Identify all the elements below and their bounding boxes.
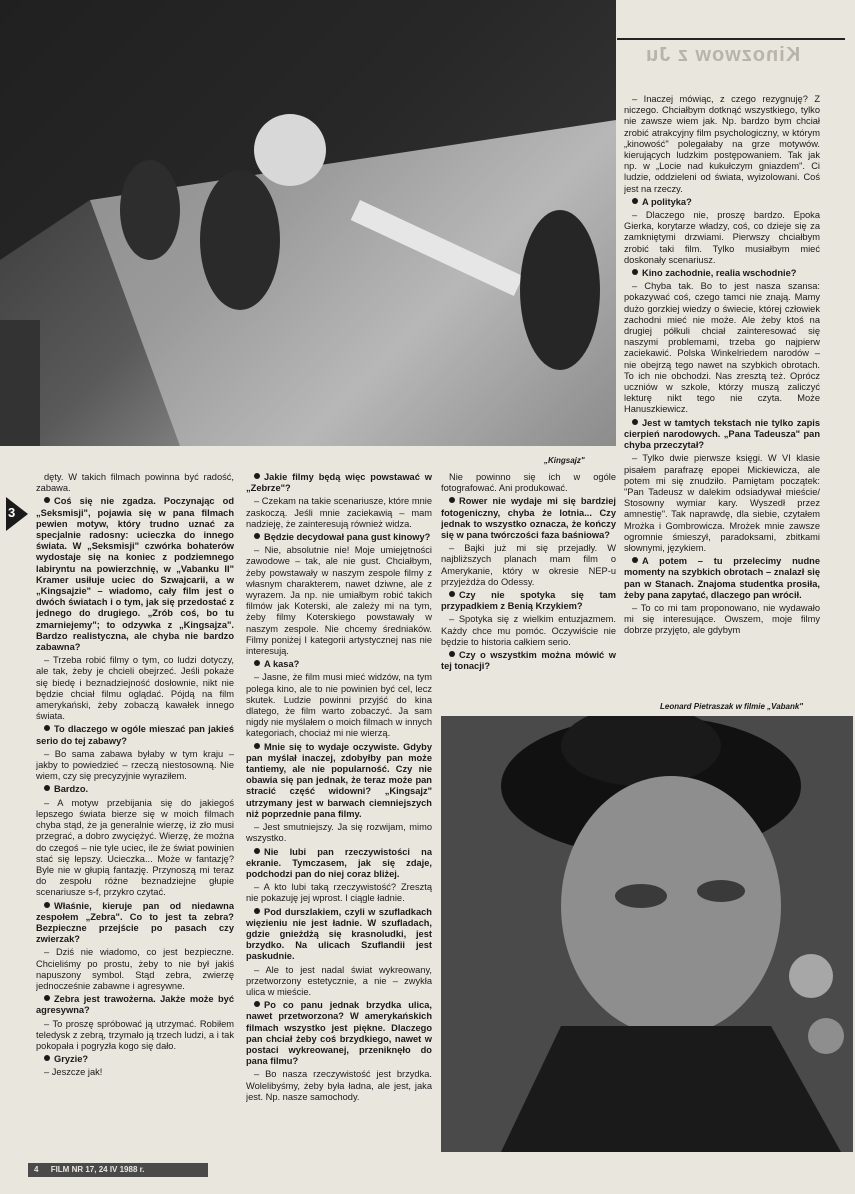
interview-question: Pod durszlakiem, czyli w szufladkach więzieniu nie jest ładnie. W szufladach, gdzie gnieżdżą się krasnoludki, jest brzydko. Na ulicach Szuflandii jest paskudnie. <box>246 906 432 962</box>
interview-answer: Nie powinno się ich w ogóle fotografować. Ani produkować. <box>441 472 616 494</box>
top-photo-caption: „Kingsajz" <box>544 456 585 465</box>
section-number: 3 <box>8 505 16 520</box>
top-photo-kingsajz <box>0 0 616 446</box>
interview-answer: – Dlaczego nie, proszę bardzo. Epoka Gierka, korytarze władzy, coś, co dzieje się za zamkniętymi drzwiami. Pierwszy chciałbym zrobić taki film. Tylko musiałbym mieć doskonały scenariusz. <box>624 210 820 265</box>
article-column-2 <box>246 472 432 1158</box>
interview-answer: – Bo sama zabawa byłaby w tym kraju – jakby to powiedzieć – rzeczą niestosowną. Nie wiem, czy się precyzyjnie wyraziłem. <box>36 748 234 782</box>
interview-question: Rower nie wydaje mi się bardziej fotogeniczny, chyba że lotnia... Czy jednak to wszystko oznacza, że kończy się w pana twórczości faza baśniowa? <box>441 496 616 541</box>
interview-answer: – To proszę spróbować ją utrzymać. Robiłem teledysk z zebrą, trzymało ją trzech ludzi, a i tak pokopała i pogryzła kogo się dało. <box>36 1018 234 1051</box>
interview-question: Nie lubi pan rzeczywistości na ekranie. Tymczasem, jak się zdaje, podchodzi pan do niej coraz bliżej. <box>246 846 432 879</box>
interview-question: Jakie filmy będą więc powstawać w „Zebrze"? <box>246 472 432 494</box>
footer-issue: FILM NR 17, 24 IV 1988 r. <box>50 1165 145 1174</box>
interview-question: To dlaczego w ogóle mieszać pan jakieś serio do tej zabawy? <box>36 724 234 746</box>
interview-answer: – Dziś nie wiadomo, co jest bezpieczne. Chcieliśmy po prostu, żeby to nie był jakiś napuszony symbol. Stąd zebra, zwierzę jednocześnie zabawne i agresywne. <box>36 947 234 991</box>
interview-answer: – Tylko dwie pierwsze księgi. W VI klasie pisałem parafrazę epopei Mickiewicza, ale potem mi się znudziło. Pamiętam początek: "Pan Tadeusz w dalekim odsiadywał mieście/ Stosowny wymiar kary. Wyszedł przez amnestię". Tak naprawdę, dla siebie, czytałem Mrożka i Gombrowicza. Mrożek mnie zawsze ogromnie śmieszył, paradoksami, zbitkami słownymi, językiem. <box>624 453 820 553</box>
interview-question: A potem – tu przelecimy nudne momenty na szybkich obrotach – znalazł się pan w Stanach. Znajoma studentka prosiła, żeby pana zapytać, dlaczego pan wrócił. <box>624 556 820 600</box>
interview-question: Jest w tamtych tekstach nie tylko zapis cierpień narodowych. „Pana Tadeusza" pan chyba przeczytał? <box>624 417 820 451</box>
interview-answer: – Nie, absolutnie nie! Moje umiejętności zawodowe – tak, ale nie gust. Chciałbym, żeby powstawały w naszym zespole filmy z własnym charakterem, nawet dziwne, ale z wyrazem. Ja np. nie umiałbym robić takich filmów jak Koterski, ale zależy mi na tym, żeby filmy Koterskiego powstawały w naszym zespole. Nie chcemy średniaków. Filmy poniżej I kategorii artystycznej nas nie interesują. <box>246 545 432 657</box>
article-column-4 <box>624 94 820 704</box>
interview-answer: – To co mi tam proponowano, nie wydawało mi się interesujące. Owszem, moje filmy dobrze przyjęto, ale gdybym <box>624 602 820 636</box>
interview-question: Właśnie, kieruje pan od niedawna zespołem „Zebra". Co to jest ta zebra? Bezpieczne przejście po pasach czy zwierzak? <box>36 900 234 945</box>
interview-answer: – Jasne, że film musi mieć widzów, na tym polega kino, ale to nie powinien być cel, lecz skutek. Ludzie powinni przyjść do kina dlatego, że film warto zobaczyć. Ja sam nigdy nie myślałem o moich filmach w innych kategoriach, chociaż mi nie wierzą. <box>246 672 432 739</box>
interview-answer: – Bo nasza rzeczywistość jest brzydka. Wolelibyśmy, żeby była ładna, ale jest, jaka jest. Np. nasze samochody. <box>246 1069 432 1102</box>
interview-answer: – Czekam na takie scenariusze, które mnie zaskoczą. Jeśli mnie zaciekawią – mam nadzieję, że zainteresują również widza. <box>246 496 432 529</box>
interview-answer: dęty. W takich filmach powinna być radość, zabawa. <box>36 472 234 494</box>
bottom-photo-portrait <box>441 716 853 1152</box>
interview-question: Bardzo. <box>36 784 234 795</box>
interview-answer: – Bajki już mi się przejadły. W najbliższych planach mam film o Amerykanie, który w okresie NEP-u przyjeżdża do Odessy. <box>441 543 616 587</box>
interview-question: A polityka? <box>624 197 820 208</box>
top-photo-scene <box>0 0 616 446</box>
interview-answer: – Jest smutniejszy. Ja się rozwijam, mimo wszystko. <box>246 822 432 844</box>
interview-answer: – Ale to jest nadal świat wykreowany, przetworzony estetycznie, a nie – zwykła ulica w mieście. <box>246 964 432 997</box>
interview-question: Mnie się to wydaje oczywiste. Gdyby pan myślał inaczej, zdobyłby pan może tantiemy, ale nie popularność. Czy nie obawia się pan jednak, że teraz może pan stracić część widowni? „Kingsajz" utrzymany jest w barwach ciemniejszych niż poprzednie pana filmy. <box>246 741 432 819</box>
top-rule <box>617 38 845 40</box>
interview-question: Kino zachodnie, realia wschodnie? <box>624 268 820 279</box>
article-column-3 <box>441 472 616 712</box>
interview-question: A kasa? <box>246 659 432 670</box>
interview-question: Będzie decydował pana gust kinowy? <box>246 532 432 543</box>
interview-answer: – Trzeba robić filmy o tym, co ludzi dotyczy, ale tak, żeby je chcieli obejrzeć. Jeśli pokaże się biedę i beznadziejność dosłownie, nikt nie będzie chciał filmu oglądać. Pójdą na film amerykański, żeby zobaczą kawałek innego świata. <box>36 655 234 722</box>
interview-answer: – Chyba tak. Bo to jest nasza szansa: pokazywać coś, czego tamci nie znają. Mamy dużo gorzkiej wiedzy o świecie, której człowiek zachodni mieć nie może. Ale żeby ktoś na drugiej półkuli chciał zainteresować się naszymi problemami, trzeba go najpierw zaciekawić. Polska Winkelriedem narodów – nie obejrzą tego nawet na szybkich obrotach. To ich nie obchodzi. Nas zresztą też. Oprócz uczniów w szkole, którzy muszą zaliczyć lekturę nikt tego nie czyta. Może Hanuszkiewicz. <box>624 281 820 415</box>
interview-question: Po co panu jednak brzydka ulica, nawet przetworzona? W amerykańskich filmach wszystko jest piękne. Dlaczego pan chciał żeby coś brzydkiego, nawet w postaci wykreowanej, przeniknęło do pana filmu? <box>246 1000 432 1067</box>
interview-answer: – A motyw przebijania się do jakiegoś lepszego świata bierze się w moich filmach chyba stąd, że ja generalnie wierzę, iż zło musi przegrać, a dobro zwyciężyć. Wierzę, że można do czegoś – nie tyle uciec, ile że świat powinien stać się lepszy. Ucieczka... Może w fantazję? Byle nie w głupią fantazję. Przynoszą mi teraz do zespołu różne beznadziejne głupie scenariusze s-f, przykro czytać. <box>36 797 234 898</box>
interview-question: Czy nie spotyka się tam przypadkiem z Benią Krzykiem? <box>441 590 616 612</box>
interview-answer: – Spotyka się z wielkim entuzjazmem. Każdy chce mu pomóc. Oczywiście nie będzie to historia całkiem serio. <box>441 614 616 647</box>
interview-answer: – Jeszcze jak! <box>44 1067 103 1078</box>
footer-page-number: 4 <box>34 1165 39 1174</box>
bottom-photo-caption: Leonard Pietraszak w filmie „Vabank" <box>660 702 804 711</box>
interview-answer: – Inaczej mówiąc, z czego rezygnuję? Z niczego. Chciałbym dotknąć wszystkiego, tylko nie zawsze wiem jak. Np. bardzo bym chciał zrobić atrakcyjny film psychologiczny, w którym „kinowość" polegałaby na grze motywów. kierujących ludzkim postępowaniem. Tak jak np. w „Locie nad kukułczym gniazdem". Ci ludzie, oddzieleni od świata, wyizolowani. Coś jest na rzeczy. <box>624 94 820 194</box>
bleed-title: Kinozwow z Ju <box>645 44 801 66</box>
interview-answer: – A kto lubi taką rzeczywistość? Zresztą nie pokazuję jej wprost. I ciągle ładnie. <box>246 882 432 904</box>
article-column-1 <box>36 472 234 1158</box>
interview-question: Zebra jest trawożerna. Jakże może być agresywna? <box>36 994 234 1016</box>
bottom-photo-pietraszak <box>441 716 853 1152</box>
interview-question: Czy o wszystkim można mówić w tej tonacji? <box>441 650 616 672</box>
interview-question: Gryzie? <box>36 1054 234 1065</box>
interview-question: Coś się nie zgadza. Poczynając od „Seksmisji", pojawia się w pana filmach pewien motyw, który trudno uznać za specjalnie radosny: ucieczka do innego świata. W „Seksmisji" czwórka bohaterów wydostaje się na koniec z podziemnego labiryntu na powierzchnię, w „Vabanku II" Kramer usiłuje uciec do Szwajcarii, a w „Kingsajzie" – wiadomo, cały film jest o dwóch światach i o tym, jak się przedostać z jednego do drugiego. „Zrób coś, bo tu zmarniejemy"; to odzywka z „Kingsajza". Bardzo realistyczna, ale chyba nie bardzo zabawna? <box>36 496 234 653</box>
footer-bar <box>28 1163 208 1177</box>
